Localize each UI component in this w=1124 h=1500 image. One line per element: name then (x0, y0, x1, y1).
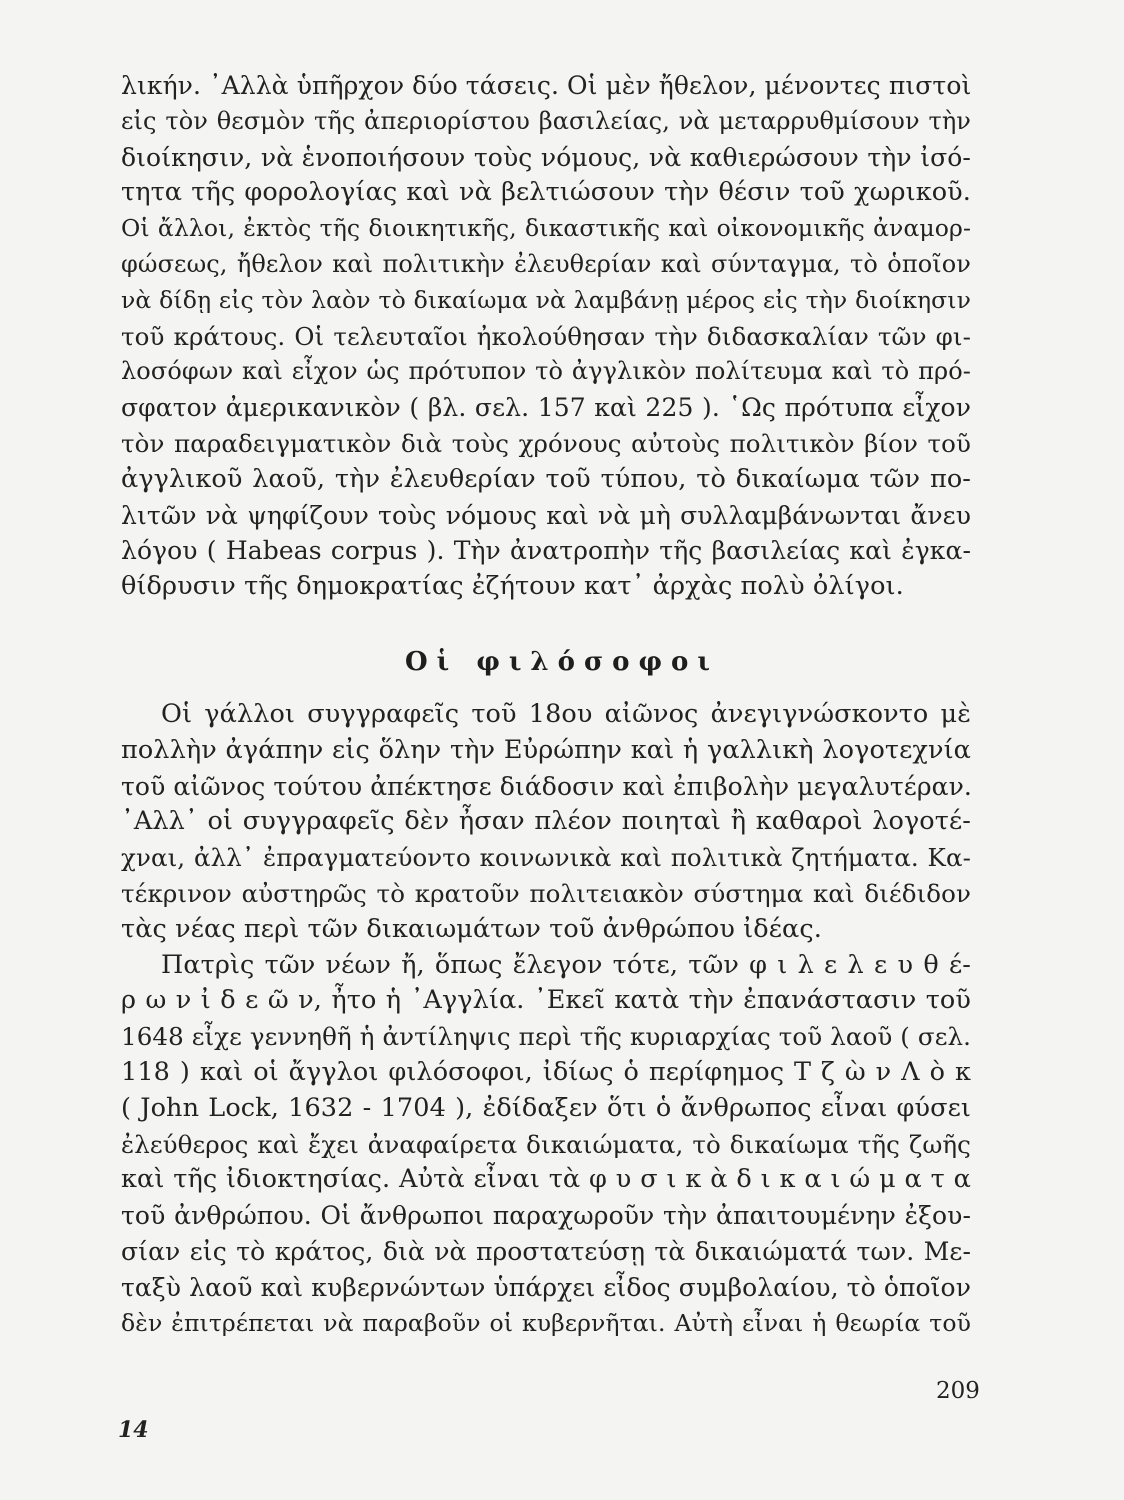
paragraph-intro (121, 68, 971, 605)
text-line: δὲν ἐπιτρέπεται νὰ παραβοῦν οἱ κυβερνῆται. Αὐτὴ εἶναι ἡ θεωρία τοῦ (121, 1308, 971, 1337)
paragraphs-philosophers (121, 697, 971, 1341)
text-line: διοίκησιν, νὰ ἑνοποιήσουν τοὺς νόμους, νὰ καθιερώσουν τὴν ἰσό- (121, 142, 971, 172)
text-line: λοσόφων καὶ εἶχον ὡς πρότυπον τὸ ἀγγλικὸν πολίτευμα καὶ τὸ πρό- (121, 357, 971, 386)
text-line: σίαν εἰς τὸ κράτος, διὰ νὰ προστατεύσῃ τὰ δικαιώματά των. Με- (121, 1236, 971, 1266)
text-line: 1648 εἶχε γεννηθῆ ἡ ἀντίληψις περὶ τῆς κυριαρχίας τοῦ λαοῦ ( σελ. (121, 1022, 971, 1052)
text-line: θίδρυσιν τῆς δημοκρατίας ἐζήτουν κατ᾽ ἀρχὰς πολὺ ὀλίγοι. (121, 571, 904, 602)
text-line: ἐλεύθερος καὶ ἔχει ἀναφαίρετα δικαιώματα, τὸ δικαίωμα τῆς ζωῆς (121, 1129, 971, 1159)
text-line: χναι, ἀλλ᾽ ἐπραγματεύοντο κοινωνικὰ καὶ πολιτικὰ ζητήματα. Κα- (121, 843, 971, 873)
section-heading: Οἱ φιλόσοφοι (405, 647, 719, 677)
text-line: φώσεως, ἤθελον καὶ πολιτικὴν ἐλευθερίαν καὶ σύνταγμα, τὸ ὁποῖον (121, 249, 971, 278)
text-line: εἰς τὸν θεσμὸν τῆς ἀπεριορίστου βασιλείας, νὰ μεταρρυθμίσουν τὴν (121, 106, 971, 135)
text-line: ἀγγλικοῦ λαοῦ, τὴν ἐλευθερίαν τοῦ τύπου, τὸ δικαίωμα τῶν πο- (121, 463, 971, 494)
text-line: λιτῶν νὰ ψηφίζουν τοὺς νόμους καὶ νὰ μὴ συλλαμβάνωνται ἄνευ (121, 500, 971, 530)
text-line: ρ ω ν ἰ δ ε ῶ ν, ἦτο ἡ ᾽Αγγλία. ᾽Εκεῖ κατὰ τὴν ἐπανάστασιν τοῦ (121, 985, 971, 1016)
text-line: ᾽Αλλ᾽ οἱ συγγραφεῖς δὲν ἦσαν πλέον ποιηταὶ ἢ καθαροὶ λογοτέ- (121, 806, 971, 837)
text-line: ( John Lock, 1632 - 1704 ), ἐδίδαξεν ὅτι ὁ ἄνθρωπος εἶναι φύσει (121, 1092, 971, 1123)
text-line: τοῦ ἀνθρώπου. Οἱ ἄνθρωποι παραχωροῦν τὴν ἀπαιτουμένην ἐξου- (121, 1201, 971, 1231)
signature-mark: 14 (118, 1417, 149, 1443)
text-line: καὶ τῆς ἰδιοκτησίας. Αὐτὰ εἶναι τὰ φ υ σ ι κ ὰ δ ι κ α ι ώ μ α τ α (121, 1164, 971, 1195)
text-line: ταξὺ λαοῦ καὶ κυβερνώντων ὑπάρχει εἶδος συμβολαίου, τὸ ὁποῖον (121, 1272, 971, 1302)
text-line: τὸν παραδειγματικὸν διὰ τοὺς χρόνους αὐτοὺς πολιτικὸν βίον τοῦ (121, 428, 971, 458)
text-line: Οἱ ἄλλοι, ἐκτὸς τῆς διοικητικῆς, δικαστικῆς καὶ οἰκονομικῆς ἀναμορ- (121, 214, 971, 243)
text-line: τὰς νέας περὶ τῶν δικαιωμάτων τοῦ ἀνθρώπου ἰδέας. (121, 913, 822, 944)
text-line: Οἱ γάλλοι συγγραφεῖς τοῦ 18ου αἰῶνος ἀνεγιγνώσκοντο μὲ (161, 699, 971, 729)
text-line: τητα τῆς φορολογίας καὶ νὰ βελτιώσουν τὴν θέσιν τοῦ χωρικοῦ. (121, 177, 971, 208)
text-line: πολλὴν ἀγάπην εἰς ὅλην τὴν Εὐρώπην καὶ ἡ γαλλικὴ λογοτεχνία (121, 734, 971, 765)
text-line: νὰ δίδῃ εἰς τὸν λαὸν τὸ δικαίωμα νὰ λαμβάνῃ μέρος εἰς τὴν διοίκησιν (121, 285, 971, 314)
text-line: λόγου ( Habeas corpus ). Τὴν ἀνατροπὴν τῆς βασιλείας καὶ ἐγκα- (121, 536, 971, 566)
text-line: τοῦ κράτους. Οἱ τελευταῖοι ἠκολούθησαν τὴν διδασκαλίαν τῶν φι- (121, 321, 971, 351)
text-line: σφατον ἀμερικανικὸν ( βλ. σελ. 157 καὶ 225 ). ῾Ως πρότυπα εἶχον (121, 393, 971, 423)
text-line: λικήν. ᾽Αλλὰ ὑπῆρχον δύο τάσεις. Οἱ μὲν ἤθελον, μένοντες πιστοὶ (121, 71, 972, 100)
text-line: 118 ) καὶ οἱ ἄγγλοι φιλόσοφοι, ἰδίως ὁ περίφημος Τ ζ ὼ ν Λ ὸ κ (121, 1056, 971, 1087)
text-line: τοῦ αἰῶνος τούτου ἀπέκτησε διάδοσιν καὶ ἐπιβολὴν μεγαλυτέραν. (121, 771, 972, 801)
page-number: 209 (936, 1378, 980, 1404)
text-line: τέκρινον αὐστηρῶς τὸ κρατοῦν πολιτειακὸν σύστημα καὶ διέδιδον (121, 878, 971, 908)
text-line: Πατρὶς τῶν νέων ἤ, ὅπως ἔλεγον τότε, τῶν φ ι λ ε λ ε υ θ έ- (161, 949, 971, 980)
